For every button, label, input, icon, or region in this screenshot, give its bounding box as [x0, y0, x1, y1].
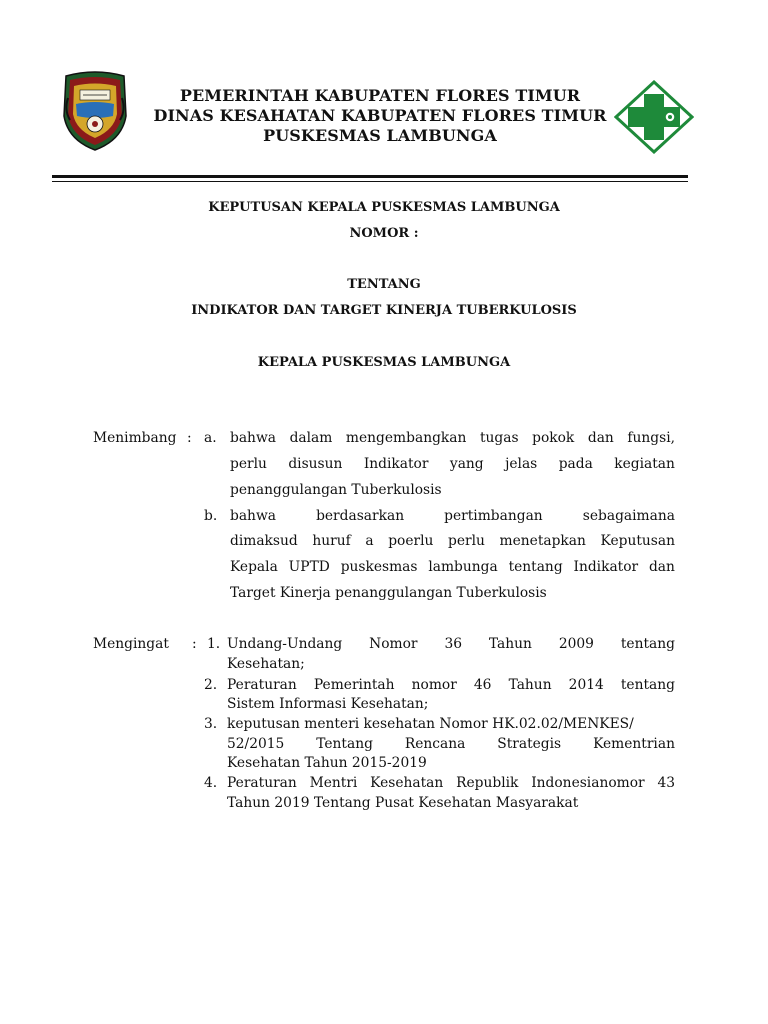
menimbang-a-line-1 — [230, 430, 675, 446]
menimbang-label: Menimbang — [93, 430, 177, 446]
line-word: perlu — [448, 533, 485, 549]
menimbang-b-line-1 — [230, 508, 675, 524]
decree-number: NOMOR : — [349, 226, 419, 241]
mengingat-label: Mengingat — [93, 636, 169, 652]
mengingat-2-line-1 — [227, 677, 675, 693]
letterhead-line-3: PUSKESMAS LAMBUNGA — [263, 126, 497, 145]
letterhead-line-1: PEMERINTAH KABUPATEN FLORES TIMUR — [179, 86, 581, 105]
line-word: Tahun — [488, 636, 532, 652]
line-word: Republik — [456, 775, 519, 791]
line-word: dan — [587, 430, 614, 446]
mengingat-marker-1: 1. — [207, 636, 221, 652]
mengingat-3-line-1: keputusan menteri kesehatan Nomor HK.02.02/MENKES/ — [227, 716, 634, 732]
mengingat-1-line-2: Kesehatan; — [227, 656, 305, 672]
flores-timur-crest-icon — [60, 70, 130, 152]
line-word: Peraturan — [227, 677, 297, 693]
mengingat-1-line-1 — [227, 636, 675, 652]
line-word: tentang — [620, 636, 675, 652]
header-rule-thick — [52, 175, 688, 178]
mengingat-2-line-2: Sistem Informasi Kesehatan; — [227, 696, 429, 712]
line-word: tentang — [620, 677, 675, 693]
line-word: 36 — [444, 636, 462, 652]
menimbang-marker-b: b. — [204, 508, 218, 524]
line-word: Mentri — [309, 775, 358, 791]
mengingat-3-line-3: Kesehatan Tahun 2015-2019 — [227, 755, 427, 771]
line-word: sebagaimana — [582, 508, 675, 524]
head-title: KEPALA PUSKESMAS LAMBUNGA — [257, 355, 511, 370]
menimbang-b-line-2 — [230, 533, 675, 549]
letterhead-line-2: DINAS KESAHATAN KABUPATEN FLORES TIMUR — [153, 106, 607, 125]
line-word: Indikator — [363, 456, 429, 472]
line-word: nomor — [411, 677, 457, 693]
line-word: 2009 — [558, 636, 594, 652]
line-word: pada — [558, 456, 593, 472]
menimbang-colon: : — [187, 430, 192, 446]
mengingat-marker-3: 3. — [204, 716, 218, 732]
line-word: Kesehatan — [370, 775, 444, 791]
line-word: Indonesianomor — [531, 775, 645, 791]
line-word: perlu — [230, 456, 267, 472]
line-word: a — [365, 533, 374, 549]
mengingat-4-line-2: Tahun 2019 Tentang Pusat Kesehatan Masyarakat — [227, 795, 579, 811]
letterhead — [130, 86, 630, 146]
line-word: dimaksud — [230, 533, 298, 549]
decree-title: KEPUTUSAN KEPALA PUSKESMAS LAMBUNGA — [208, 200, 560, 215]
header-rule-thin — [52, 181, 688, 182]
line-word: lambunga — [428, 559, 498, 575]
line-word: kegiatan — [614, 456, 675, 472]
line-word: dan — [648, 559, 675, 575]
line-word: 46 — [473, 677, 492, 693]
line-word: tentang — [508, 559, 563, 575]
line-word: mengembangkan — [345, 430, 467, 446]
decree-subject: INDIKATOR DAN TARGET KINERJA TUBERKULOSIS — [191, 303, 577, 318]
line-word: dalam — [289, 430, 333, 446]
line-word: pokok — [532, 430, 575, 446]
mengingat-colon: : — [192, 636, 197, 652]
line-word: Peraturan — [227, 775, 297, 791]
line-word: huruf — [312, 533, 351, 549]
line-word: Strategis — [497, 736, 562, 752]
line-word: Pemerintah — [313, 677, 395, 693]
line-word: Undang-Undang — [227, 636, 343, 652]
about-heading: TENTANG — [347, 277, 421, 292]
line-word: 2014 — [568, 677, 604, 693]
line-word: 52/2015 — [227, 736, 285, 752]
line-word: Kepala — [230, 559, 278, 575]
line-word: bahwa — [230, 508, 276, 524]
menimbang-b-line-4: Target Kinerja penanggulangan Tuberkulosis — [230, 585, 547, 601]
line-word: Indikator — [573, 559, 639, 575]
line-word: Keputusan — [600, 533, 675, 549]
line-word: disusun — [288, 456, 343, 472]
line-word: poerlu — [388, 533, 434, 549]
menimbang-a-line-3: penanggulangan Tuberkulosis — [230, 482, 442, 498]
line-word: Kementrian — [593, 736, 675, 752]
line-word: berdasarkan — [316, 508, 405, 524]
menimbang-b-line-3 — [230, 559, 675, 575]
mengingat-marker-4: 4. — [204, 775, 218, 791]
mengingat-marker-2: 2. — [204, 677, 218, 693]
line-word: puskesmas — [340, 559, 418, 575]
line-word: 43 — [657, 775, 675, 791]
line-word: Tentang — [316, 736, 373, 752]
puskesmas-cross-icon — [614, 80, 694, 154]
line-word: Rencana — [404, 736, 466, 752]
line-word: Tahun — [508, 677, 552, 693]
menimbang-marker-a: a. — [204, 430, 217, 446]
mengingat-4-line-1 — [227, 775, 675, 791]
line-word: yang — [449, 456, 484, 472]
line-word: UPTD — [288, 559, 330, 575]
menimbang-a-line-2 — [230, 456, 675, 472]
mengingat-3-line-2 — [227, 736, 675, 752]
line-word: fungsi, — [627, 430, 675, 446]
line-word: bahwa — [230, 430, 276, 446]
line-word: jelas — [505, 456, 538, 472]
line-word: Nomor — [369, 636, 418, 652]
line-word: tugas — [479, 430, 519, 446]
line-word: pertimbangan — [444, 508, 543, 524]
line-word: menetapkan — [499, 533, 586, 549]
